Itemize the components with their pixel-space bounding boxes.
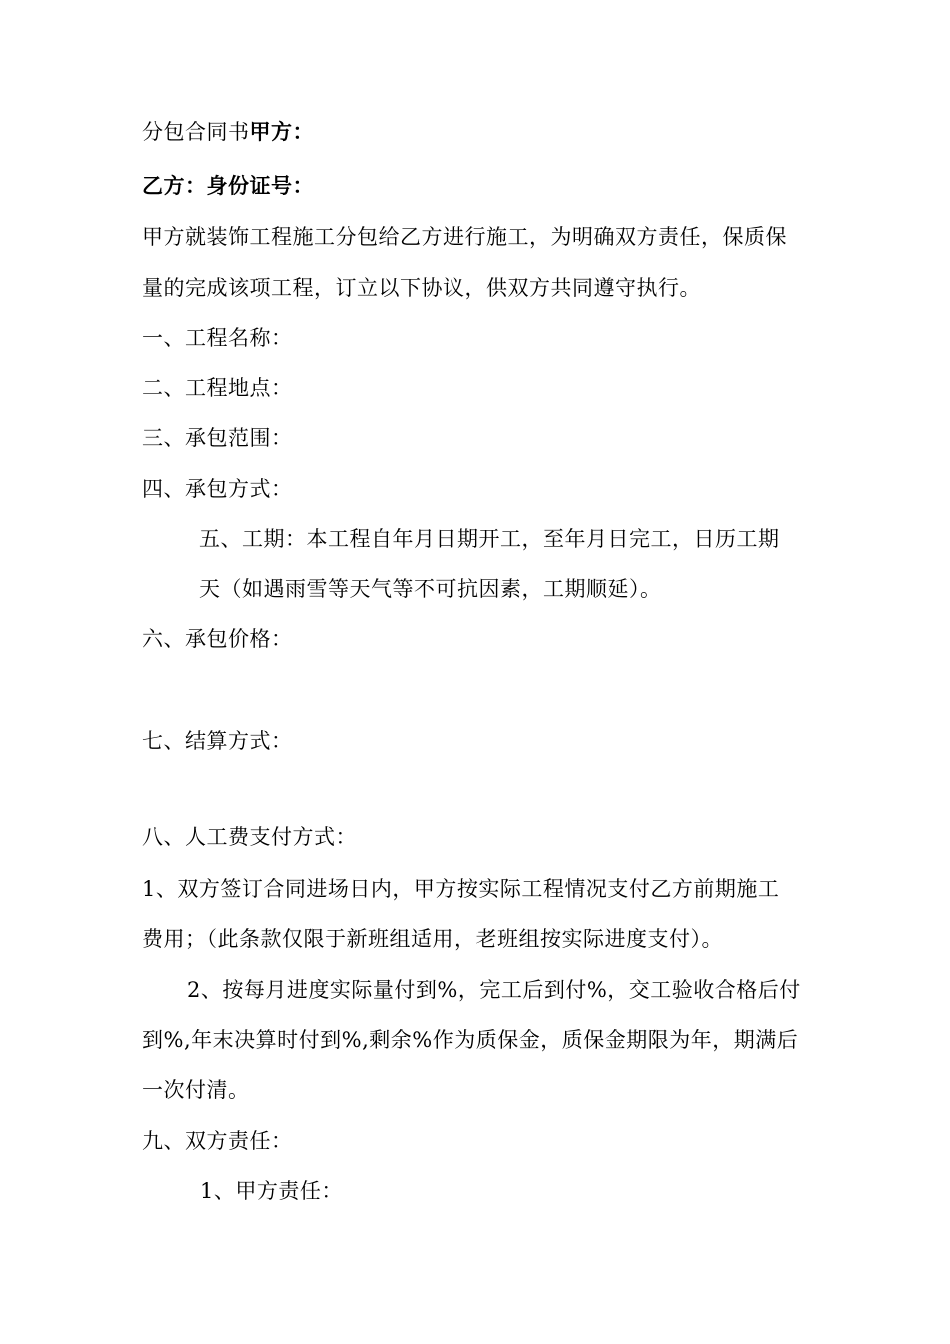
section-responsibilities: 九、双方责任： [142, 1129, 293, 1153]
party-a-responsibility: 1、甲方责任： [200, 1179, 343, 1203]
payment-clause-2-line-3: 一次付清。 [142, 1078, 250, 1102]
section-contract-scope: 三、承包范围： [142, 426, 293, 450]
payment-clause-2-line-2: 到%,年末决算时付到%,剩余%作为质保金，质保金期限为年，期满后 [142, 1028, 799, 1052]
section-project-location: 二、工程地点： [142, 376, 293, 400]
section-contract-price: 六、承包价格： [142, 627, 293, 651]
section-contract-method: 四、承包方式： [142, 477, 293, 501]
section-settlement-method: 七、结算方式： [142, 729, 293, 753]
payment-clause-1-line-2: 费用；（此条款仅限于新班组适用，老班组按实际进度支付）。 [142, 927, 723, 951]
payment-clause-1-line-1: 1、双方签订合同进场日内，甲方按实际工程情况支付乙方前期施工 [142, 877, 780, 901]
intro-line-1: 甲方就装饰工程施工分包给乙方进行施工，为明确双方责任，保质保 [142, 225, 787, 249]
intro-line-2: 量的完成该项工程，订立以下协议，供双方共同遵守执行。 [142, 276, 701, 300]
contract-title [142, 117, 314, 147]
section-project-name: 一、工程名称： [142, 326, 293, 350]
title-text: 分包合同书 [142, 120, 250, 144]
party-a-label: 甲方： [249, 119, 314, 144]
section-duration-line-1: 五、工期：本工程自年月日期开工，至年月日完工，日历工期 [199, 527, 780, 551]
section-duration-line-2: 天（如遇雨雪等天气等不可抗因素，工期顺延）。 [199, 577, 662, 601]
section-labor-payment: 八、人工费支付方式： [142, 825, 357, 849]
payment-clause-2-line-1: 2、按每月进度实际量付到%，完工后到付%，交工验收合格后付 [187, 978, 801, 1002]
party-b-label: 乙方：身份证号： [142, 173, 314, 198]
